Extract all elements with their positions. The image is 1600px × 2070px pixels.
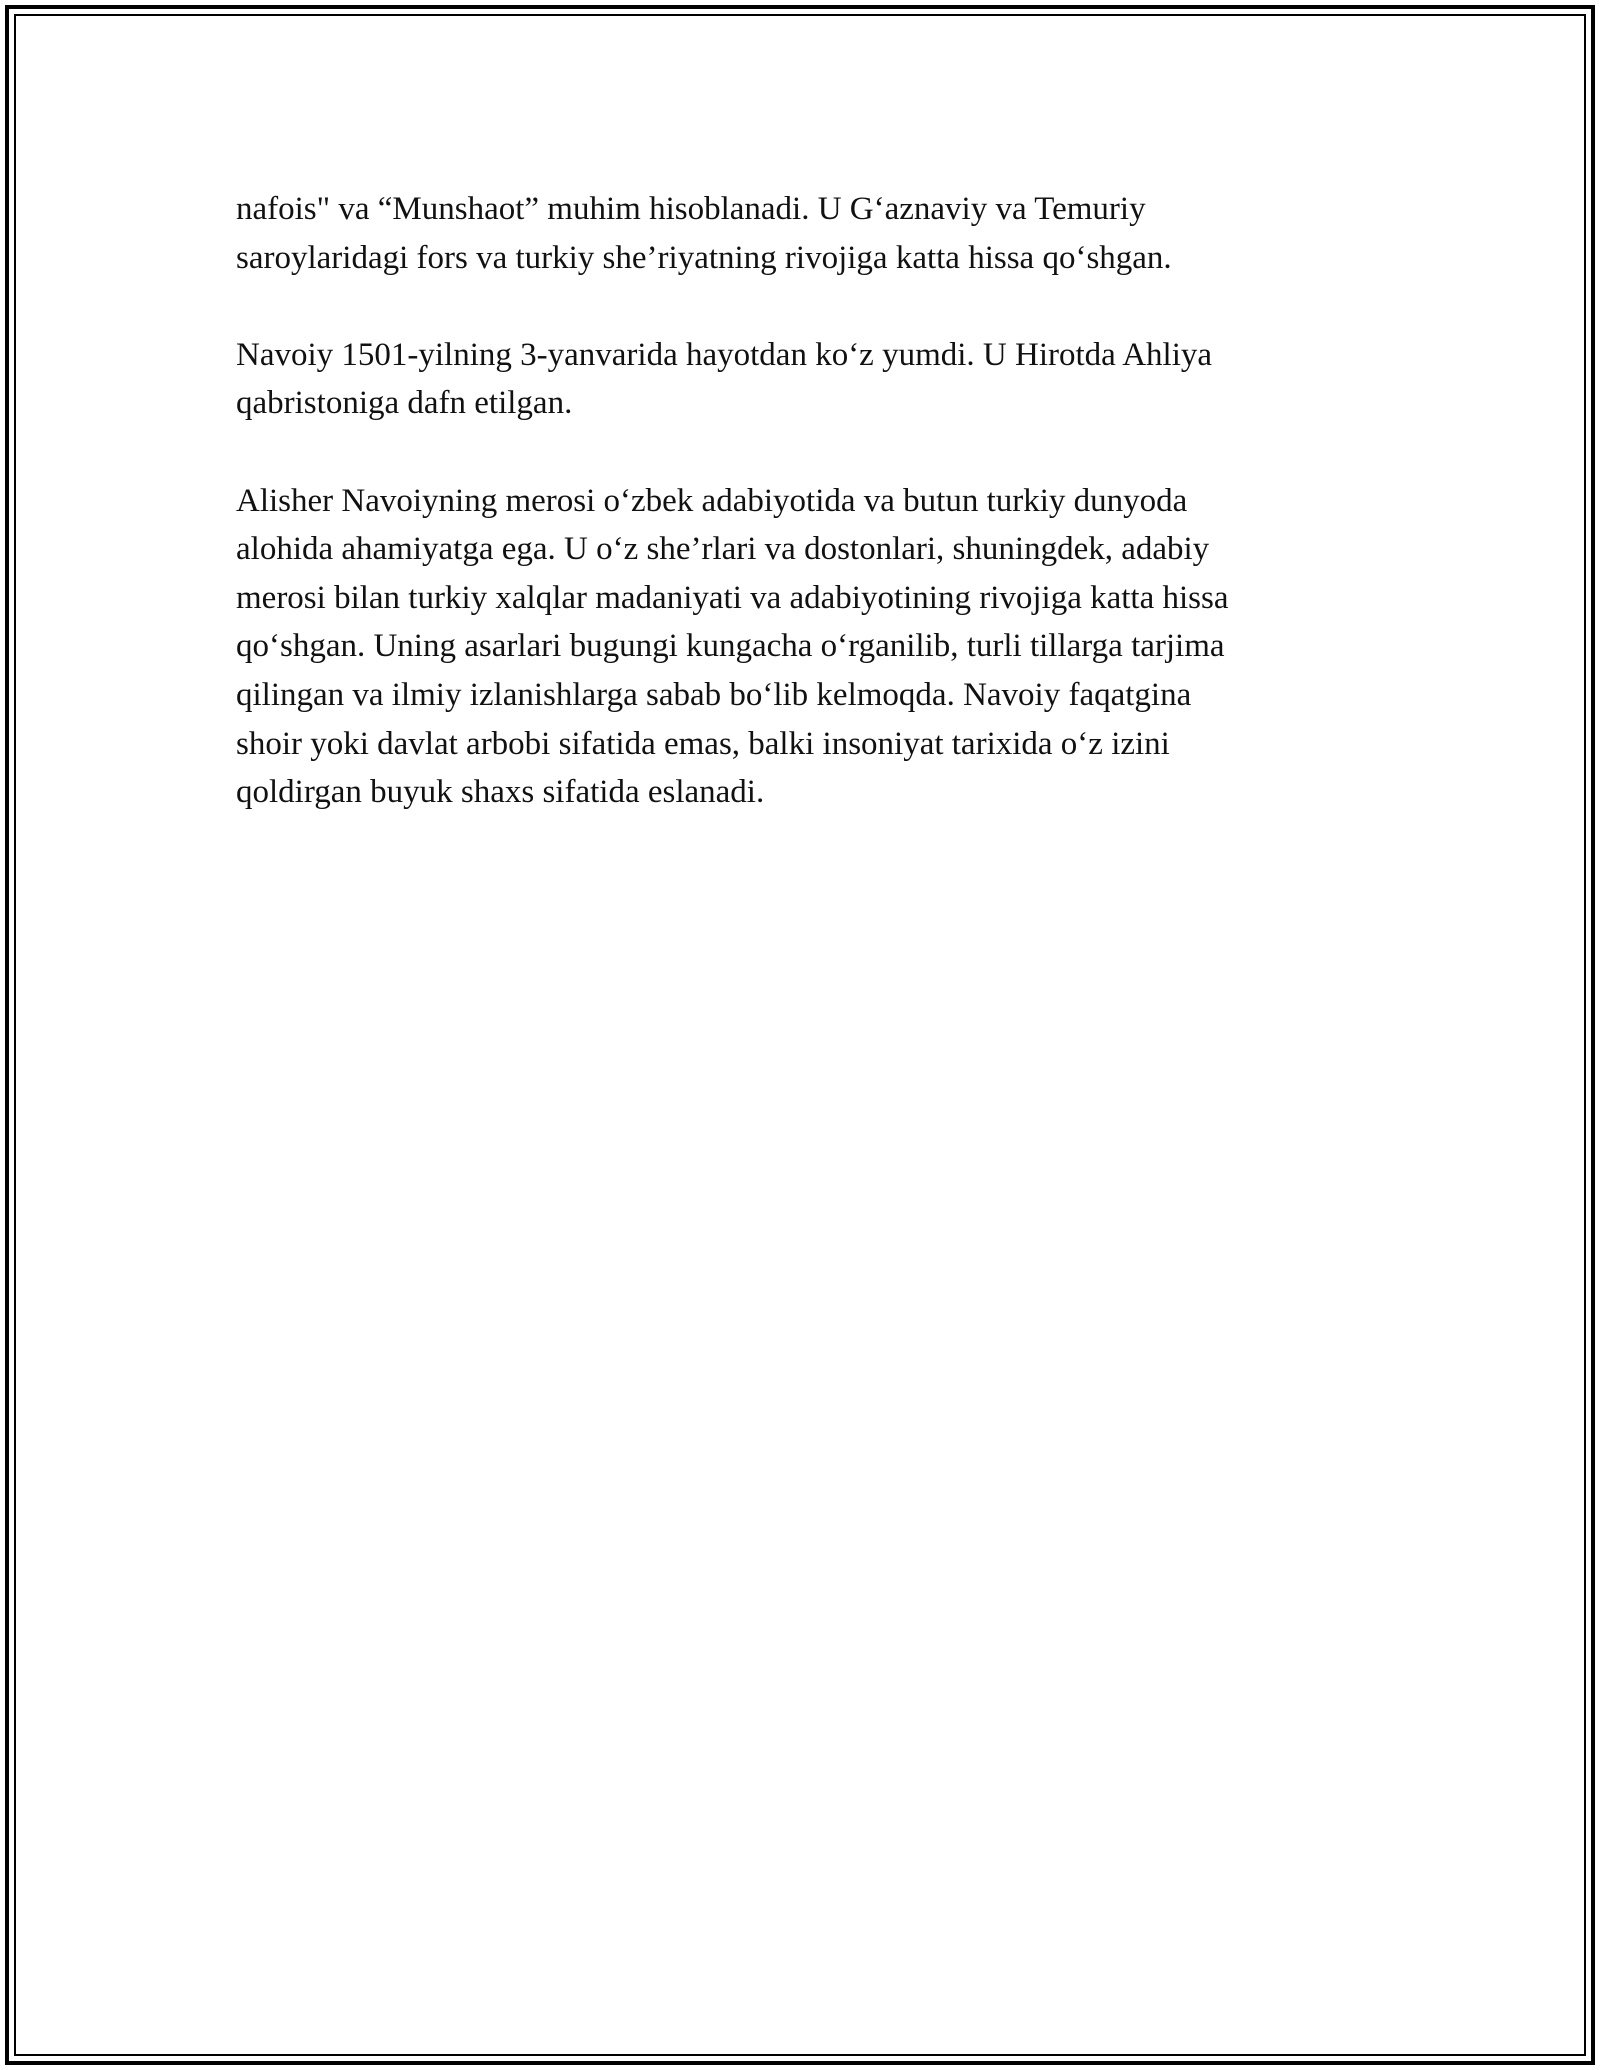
paragraph-1: nafois" va “Munshaot” muhim hisoblanadi. U G‘aznaviy va Temuriy saroylaridagi fors va turkiy she’riyatning rivojiga katta hissa qo‘shgan.: [236, 191, 1172, 276]
page-content: [236, 185, 1376, 865]
paragraph-2: Navoiy 1501-yilning 3-yanvarida hayotdan ko‘z yumdi. U Hirotda Ahliya qabristoniga dafn etilgan.: [236, 336, 1213, 422]
paragraph-3: Alisher Navoiyning merosi o‘zbek adabiyotida va butun turkiy dunyoda alohida ahamiyatga ega. U o‘z she’rlari va dostonlari, shuningdek, adabiy merosi bilan turkiy xalqlar madaniyati va adabiyotining rivojiga katta hissa qo‘shgan. Uning asarlari bugungi kungacha o‘rganilib, turli tillarga tarjima qilingan va ilmiy izlanishlarga sabab bo‘lib kelmoqda. Navoiy faqatgina shoir yoki davlat arbobi sifatida emas, balki insoniyat tarixida o‘z izini qoldirgan buyuk shaxs sifatida eslanadi.: [236, 482, 1229, 811]
